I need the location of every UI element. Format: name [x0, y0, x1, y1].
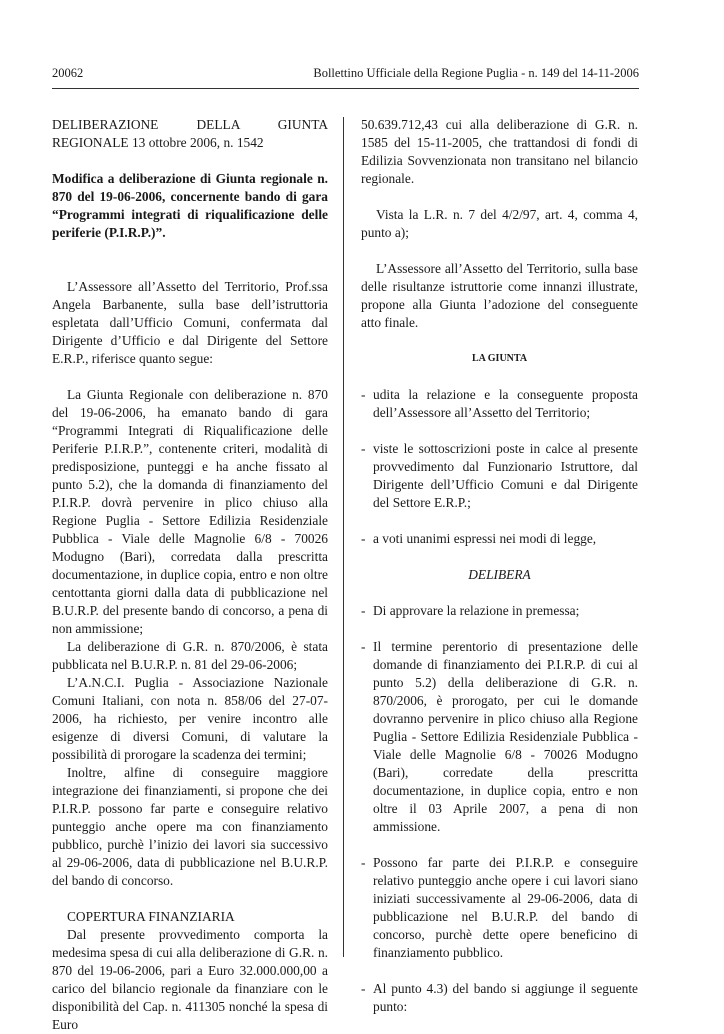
list-item — [361, 602, 638, 620]
paragraph: Dal presente provvedimento comporta la medesima spesa di cui alla deliberazione di G.R. n. 870 del 19-06-2006, pari a Euro 32.000.000,00 a carico del bilancio regionale da finanziare con le disponibilità del Cap. n. 411305 nonché la spesa di Euro — [52, 927, 328, 1032]
list-item-text: viste le sottoscrizioni poste in calce al presente provvedimento dal Funzionario Istruttore, dal Dirigente dell’Ufficio Comuni e dal Dirigente del Settore E.R.P.; — [373, 441, 638, 510]
dash: - — [361, 387, 366, 402]
dash: - — [361, 639, 366, 654]
dash: - — [361, 981, 366, 996]
delibera-heading: DELIBERA — [468, 567, 531, 582]
section-heading: LA GIUNTA — [471, 353, 528, 364]
deliberation-subject: Modifica a deliberazione di Giunta regionale n. 870 del 19-06-2006, concernente bando di gara “Programmi integrati di riqualificazione delle periferie (P.I.R.P.)”. — [52, 171, 328, 240]
list-item — [361, 980, 638, 1016]
column-divider — [343, 117, 344, 957]
paragraph: 50.639.712,43 cui alla deliberazione di G.R. n. 1585 del 15-11-2005, che trattandosi di fondi di Edilizia Sovvenzionata non transitano nel bilancio regionale. — [361, 117, 638, 186]
dash: - — [361, 603, 366, 618]
left-column — [52, 116, 328, 1034]
list-item — [361, 386, 638, 422]
list-item-text: Al punto 4.3) del bando si aggiunge il seguente punto: — [373, 981, 638, 1014]
list-item-text: a voti unanimi espressi nei modi di legge, — [373, 531, 597, 546]
header-rule — [52, 88, 639, 89]
list-item-text: Di approvare la relazione in premessa; — [373, 603, 580, 618]
paragraph: L’Assessore all’Assetto del Territorio, Prof.ssa Angela Barbanente, sulla base dell’istruttoria espletata dall’Ufficio Comuni, confermata dal Dirigente d’Ufficio e dal Dirigente del Settore E.R.P., riferisce quanto segue: — [52, 279, 328, 366]
paragraph: La deliberazione di G.R. n. 870/2006, è stata pubblicata nel B.U.R.P. n. 81 del 29-06-2006; — [52, 639, 328, 672]
right-column — [361, 116, 638, 1016]
bulletin-title: Bollettino Ufficiale della Regione Puglia - n. 149 del 14-11-2006 — [313, 66, 639, 80]
section-heading: COPERTURA FINANZIARIA — [67, 909, 235, 924]
page-number: 20062 — [52, 66, 84, 80]
paragraph: La Giunta Regionale con deliberazione n. 870 del 19-06-2006, ha emanato bando di gara “Programmi Integrati di Riqualificazione delle Periferie P.I.R.P.”, contenente criteri, modalità di predisposizione, punteggi e ha anche fissato al punto 5.2), che la domanda di finanziamento del P.I.R.P. dovrà pervenire in plico chiuso alla Regione Puglia - Settore Edilizia Residenziale Pubblica - Viale delle Magnolie 6/8 - 70026 Modugno (Bari), corredata dalla prescritta documentazione, in duplice copia, entro e non oltre centottanta giorni dalla data di pubblicazione nel B.U.R.P. del presente bando di concorso, a pena di non ammissione; — [52, 387, 328, 636]
dash: - — [361, 855, 366, 870]
list-item — [361, 638, 638, 836]
dash: - — [361, 441, 366, 456]
list-item — [361, 530, 638, 548]
paragraph: L’Assessore all’Assetto del Territorio, sulla base delle risultanze istruttorie come innanzi illustrate, propone alla Giunta l’adozione del conseguente atto finale. — [361, 261, 638, 330]
paragraph: Inoltre, alfine di conseguire maggiore integrazione dei finanziamenti, si propone che dei P.I.R.P. possono far parte e conseguire relativo punteggio anche opere ma con finanziamento pubblico, purchè l’inizio dei lavori sia successivo al 29-06-2006, data di pubblicazione nel B.U.R.P. del bando di concorso. — [52, 765, 328, 888]
deliberation-title: DELIBERAZIONE DELLA GIUNTA REGIONALE 13 ottobre 2006, n. 1542 — [52, 117, 328, 150]
list-item-text: Il termine perentorio di presentazione delle domande di finanziamento dei P.I.R.P. di cui al punto 5.2) della deliberazione di G.R. n. 870/2006, è prorogato, per cui le domande dovranno pervenire in plico chiuso alla Regione Puglia - Settore Edilizia Residenziale Pubblica - Viale delle Magnolie 6/8 - 70026 Modugno (Bari), corredate della prescritta documentazione, in duplice copia, entro e non oltre il 03 Aprile 2007, a pena di non ammissione. — [373, 639, 638, 834]
dash: - — [361, 531, 366, 546]
page-header — [52, 66, 639, 84]
list-item — [361, 440, 638, 512]
list-item — [361, 854, 638, 962]
list-item-text: udita la relazione e la conseguente proposta dell’Assessore all’Assetto del Territorio; — [373, 387, 638, 420]
paragraph: Vista la L.R. n. 7 del 4/2/97, art. 4, comma 4, punto a); — [361, 207, 638, 240]
list-item-text: Possono far parte dei P.I.R.P. e conseguire relativo punteggio anche opere i cui lavori siano iniziati successivamente al 29-06-2006, data di pubblicazione nel B.U.R.P. del bando di concorso, purchè dette opere beneficino di finanziamento pubblico. — [373, 855, 638, 960]
paragraph: L’A.N.C.I. Puglia - Associazione Nazionale Comuni Italiani, con nota n. 858/06 del 27-07-2006, ha richiesto, per venire incontro alle esigenze di diversi Comuni, di valutare la possibilità di prorogare la scadenza dei termini; — [52, 675, 328, 762]
